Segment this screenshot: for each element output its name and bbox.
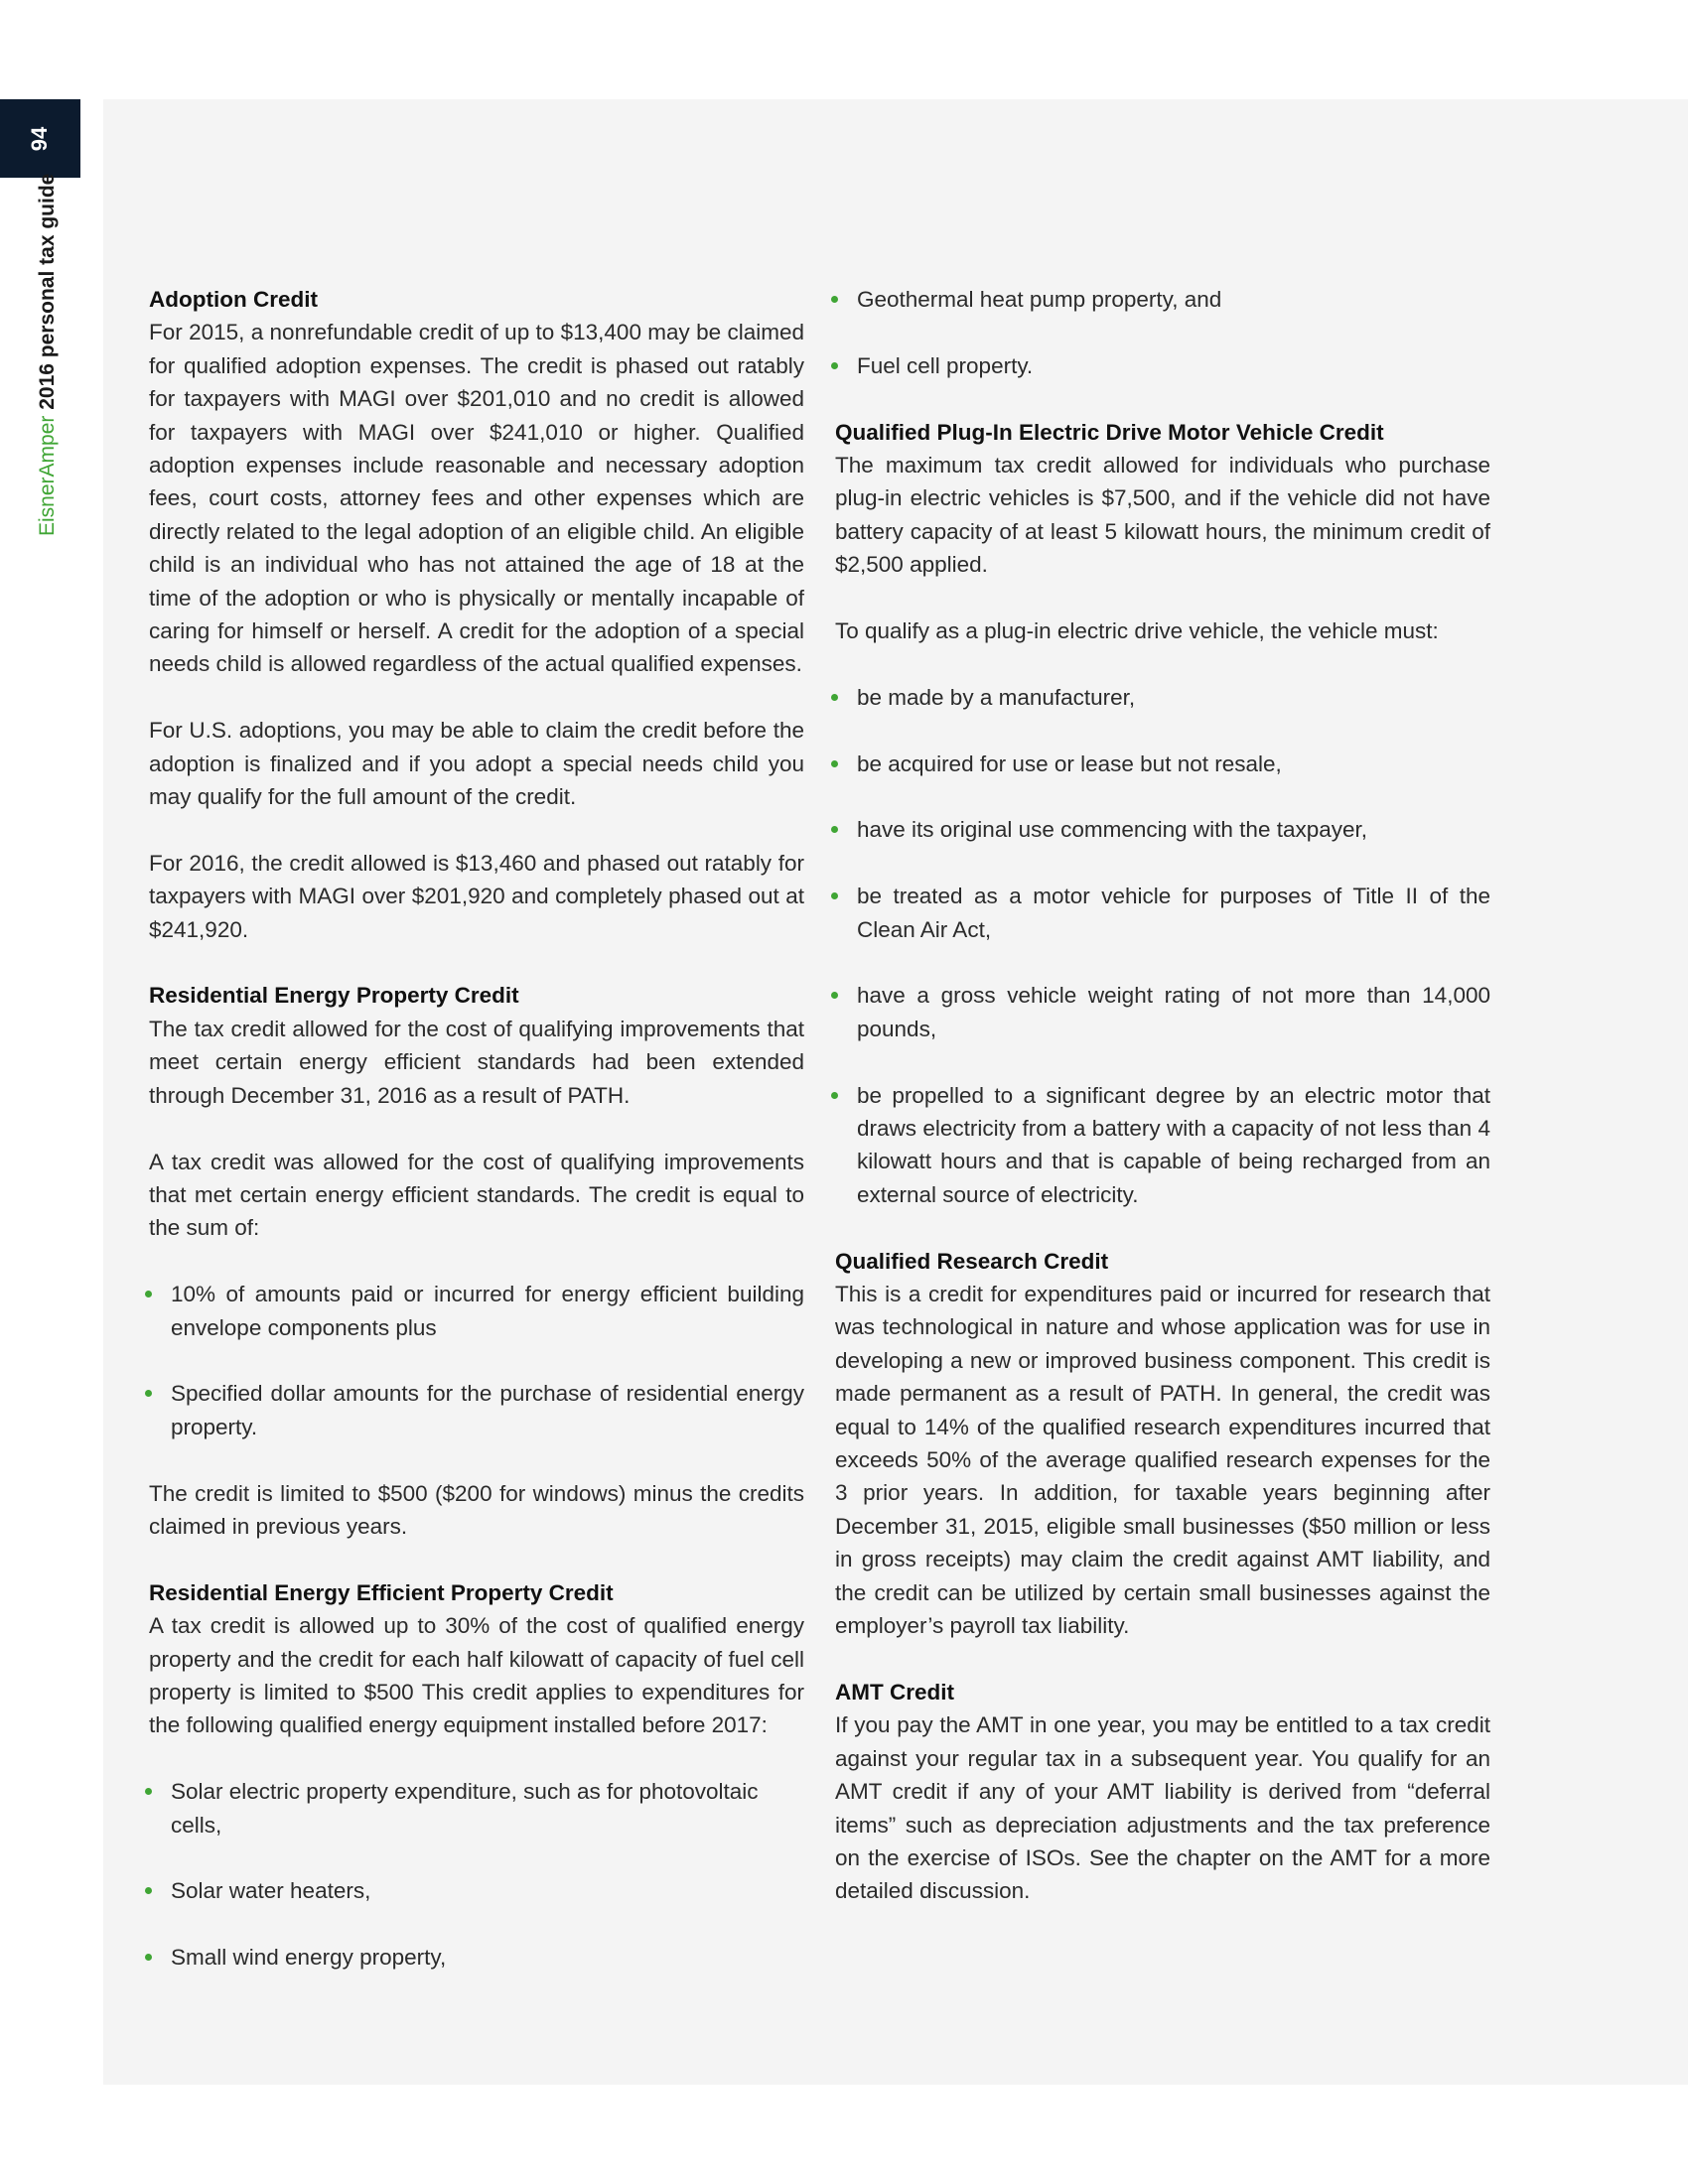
bullet-icon — [831, 760, 838, 767]
bullet-list — [835, 681, 1490, 1211]
paragraph: To qualify as a plug-in electric drive vehicle, the vehicle must: — [835, 618, 1439, 644]
paragraph: This is a credit for expenditures paid or incurred for research that was technological in nature and whose application was for use in developing a new or improved business component. This credit is made permanent as a result of PATH. In general, the credit was equal to 14% of the qualified research expenditures incurred that exceeds 50% of the average qualified research expenses for the 3 prior years. In addition, for taxable years beginning after December 31, 2015, eligible small businesses ($50 million or less in gross receipts) may claim the credit against AMT liability, and the credit can be utilized by certain small businesses against the employer’s payroll tax liability. — [835, 1282, 1490, 1639]
bullet-icon — [831, 1092, 838, 1099]
bullet-icon — [145, 1788, 152, 1795]
bullet-icon — [831, 296, 838, 303]
list-item: Solar water heaters, — [149, 1874, 804, 1907]
bullet-icon — [145, 1291, 152, 1297]
bullet-list — [149, 1775, 804, 1974]
list-item: be propelled to a significant degree by an electric motor that draws electricity from a battery with a capacity of not less than 4 kilowatt hours and that is capable of being recharged from an external source of electricity. — [835, 1079, 1490, 1212]
bullet-icon — [831, 892, 838, 899]
list-item: be made by a manufacturer, — [835, 681, 1490, 714]
list-item: be treated as a motor vehicle for purposes of Title II of the Clean Air Act, — [835, 880, 1490, 946]
bullet-icon — [831, 826, 838, 833]
paragraph: The maximum tax credit allowed for individuals who purchase plug-in electric vehicles is $7,500, and if the vehicle did not have battery capacity of at least 5 kilowatt hours, the minimum credit of $2,500 applied. — [835, 453, 1490, 578]
section-heading-amt: AMT Credit — [835, 1679, 954, 1705]
left-column — [149, 283, 804, 2007]
brand-name: EisnerAmper — [36, 415, 59, 536]
bullet-icon — [831, 362, 838, 369]
paragraph: A tax credit is allowed up to 30% of the cost of qualified energy property and the credit for each half kilowatt of capacity of fuel cell property is limited to $500 This credit applies to expenditures for the following qualified energy equipment installed before 2017: — [149, 1613, 804, 1738]
paragraph: For U.S. adoptions, you may be able to claim the credit before the adoption is finalized and if you adopt a special needs child you may qualify for the full amount of the credit. — [149, 718, 804, 810]
list-item: Small wind energy property, — [149, 1941, 804, 1974]
guide-title: 2016 personal tax guide — [36, 173, 59, 410]
bullet-icon — [831, 992, 838, 999]
bullet-icon — [145, 1954, 152, 1961]
list-item: have its original use commencing with the taxpayer, — [835, 813, 1490, 846]
section-heading-residential-energy: Residential Energy Property Credit — [149, 983, 519, 1009]
list-item: Fuel cell property. — [835, 349, 1490, 382]
paragraph: For 2016, the credit allowed is $13,460 and phased out ratably for taxpayers with MAGI over $201,920 and completely phased out at $241,920. — [149, 850, 804, 942]
section-heading-plug-in-vehicle: Qualified Plug-In Electric Drive Motor Vehicle Credit — [835, 419, 1384, 445]
section-heading-efficient-property: Residential Energy Efficient Property Credit — [149, 1579, 614, 1605]
bullet-list — [835, 283, 1490, 382]
bullet-icon — [831, 694, 838, 701]
list-item: Specified dollar amounts for the purchase of residential energy property. — [149, 1377, 804, 1443]
page-number: 94 — [27, 126, 53, 151]
list-item: Geothermal heat pump property, and — [835, 283, 1490, 316]
page-number-tab — [0, 99, 80, 178]
right-column — [835, 283, 1490, 1908]
section-heading-research: Qualified Research Credit — [835, 1248, 1109, 1274]
bullet-icon — [145, 1887, 152, 1894]
list-item: be acquired for use or lease but not resale, — [835, 748, 1490, 780]
paragraph: The tax credit allowed for the cost of qualifying improvements that meet certain energy efficient standards had been extended through December 31, 2016 as a result of PATH. — [149, 1016, 804, 1108]
paragraph: The credit is limited to $500 ($200 for windows) minus the credits claimed in previous years. — [149, 1480, 804, 1539]
bullet-list — [149, 1278, 804, 1443]
section-heading-adoption: Adoption Credit — [149, 287, 318, 312]
list-item: 10% of amounts paid or incurred for energy efficient building envelope components plus — [149, 1278, 804, 1344]
list-item: have a gross vehicle weight rating of not more than 14,000 pounds, — [835, 979, 1490, 1045]
list-item: Solar electric property expenditure, such as for photovoltaic cells, — [149, 1775, 804, 1842]
paragraph: If you pay the AMT in one year, you may be entitled to a tax credit against your regular tax in a subsequent year. You qualify for an AMT credit if any of your AMT liability is derived from “deferral items” such as depreciation adjustments and the tax preference on the exercise of ISOs. See the chapter on the AMT for a more detailed discussion. — [835, 1712, 1490, 1904]
bullet-icon — [145, 1390, 152, 1397]
paragraph: For 2015, a nonrefundable credit of up to $13,400 may be claimed for qualified adoption expenses. The credit is phased out ratably for taxpayers with MAGI over $201,010 and no credit is allowed for taxpayers with MAGI over $241,010 or higher. Qualified adoption expenses include reasonable and necessary adoption fees, court costs, attorney fees and other expenses which are directly related to the legal adoption of an eligible child. An eligible child is an individual who has not attained the age of 18 at the time of the adoption or who is physically or mentally incapable of caring for himself or herself. A credit for the adoption of a special needs child is allowed regardless of the actual qualified expenses. — [149, 320, 804, 677]
paragraph: A tax credit was allowed for the cost of qualifying improvements that met certain energy efficient standards. The credit is equal to the sum of: — [149, 1149, 804, 1241]
